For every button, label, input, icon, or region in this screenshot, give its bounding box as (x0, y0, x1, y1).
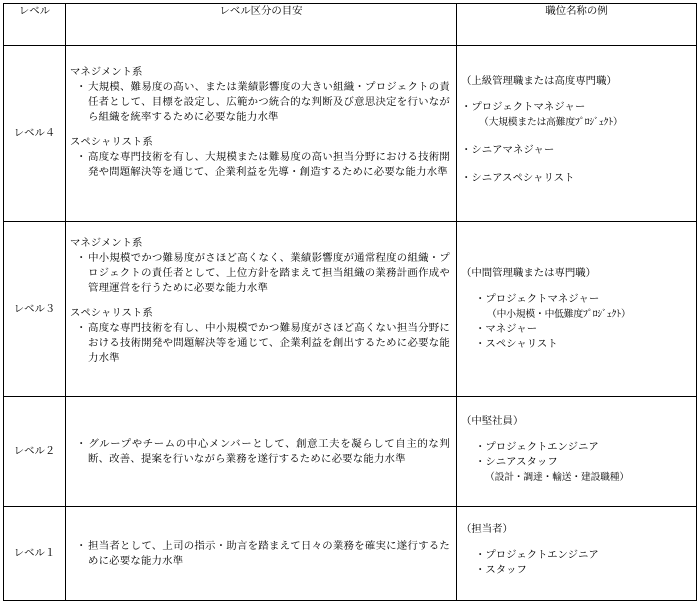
example-item: ・プロジェクトマネジャー (461, 101, 586, 113)
section-title: スペシャリスト系 (70, 307, 153, 319)
examples-heading: （中堅社員） (461, 415, 524, 427)
level-row (4, 397, 697, 507)
bullet: ・ (76, 81, 87, 93)
level-row (4, 507, 697, 601)
level-row (4, 46, 697, 222)
examples-cell (457, 507, 697, 601)
criteria-section (70, 539, 450, 569)
criteria-cell (66, 222, 457, 397)
section-text: グループやチームの中心メンバーとして、創意工夫を凝らして自主的な判断、改善、提案を行いながら業務を遂行するために必要な能力水準 (88, 437, 450, 465)
examples-cell (457, 397, 697, 507)
level-label: レベル２ (4, 397, 66, 507)
example-item-note: （設計・調達・輸送・建設職種） (485, 472, 629, 483)
bullet: ・ (76, 539, 87, 552)
example-item: ・プロジェクトエンジニア (475, 549, 599, 561)
level-label: レベル１ (4, 507, 66, 601)
example-item: ・シニアスペシャリスト (461, 172, 575, 184)
section-title: スペシャリスト系 (70, 136, 153, 148)
competency-level-table (3, 3, 697, 601)
criteria-cell (66, 46, 457, 222)
header-examples: 職位名称の例 (457, 4, 697, 46)
level-label: レベル３ (4, 222, 66, 397)
examples-heading: （中間管理職または専門職） (461, 267, 597, 279)
header-row (4, 4, 697, 46)
criteria-cell (66, 397, 457, 507)
example-item: ・シニアスタッフ (475, 456, 558, 468)
example-item: ・プロジェクトマネジャー (475, 293, 600, 305)
level-row (4, 222, 697, 397)
section-title: マネジメント系 (70, 237, 143, 249)
header-criteria: レベル区分の目安 (66, 4, 457, 46)
level-label: レベル４ (4, 46, 66, 222)
criteria-section (70, 306, 450, 366)
example-item-note: （中小規模・中低難度ﾌﾟﾛｼﾞｪｸﾄ） (487, 309, 631, 320)
criteria-cell (66, 507, 457, 601)
example-item: ・スペシャリスト (475, 338, 558, 350)
example-item: ・プロジェクトエンジニア (475, 441, 599, 453)
criteria-section (70, 135, 450, 180)
section-title: マネジメント系 (70, 66, 143, 78)
criteria-section (70, 236, 450, 296)
section-text: 中小規模でかつ難易度がさほど高くなく、業績影響度が通常程度の組織・プロジェクトの責任者として、上位方針を踏まえて担当組織の業務計画作成や管理運営を行うために必要な能力水準 (88, 252, 450, 294)
examples-cell (457, 46, 697, 222)
section-text: 大規模、難易度の高い、または業績影響度の大きい組織・プロジェクトの責任者として、目標を設定し、広範かつ統合的な判断及び意思決定を行いながら組織を統率するために必要な能力水準 (88, 81, 450, 123)
bullet: ・ (76, 437, 87, 450)
section-text: 担当者として、上司の指示・助言を踏まえて日々の業務を確実に遂行するために必要な能力水準 (88, 539, 450, 567)
bullet: ・ (76, 151, 87, 163)
examples-heading: （担当者） (461, 523, 513, 535)
examples-cell (457, 222, 697, 397)
section-text: 高度な専門技術を有し、中小規模でかつ難易度がさほど高くない担当分野における技術開発や問題解決等を通じて、企業利益を創出するために必要な能力水準 (88, 322, 450, 364)
examples-heading: （上級管理職または高度専門職） (461, 75, 617, 87)
example-item-note: （大規模または高難度ﾌﾟﾛｼﾞｪｸﾄ） (479, 117, 623, 128)
example-item: ・マネジャー (475, 323, 538, 335)
criteria-section (70, 65, 450, 125)
header-level: レベル (4, 4, 66, 46)
section-text: 高度な専門技術を有し、大規模または難易度の高い担当分野における技術開発や問題解決等を通じて、企業利益を先導・創造するために必要な能力水準 (88, 151, 450, 178)
bullet: ・ (76, 252, 87, 264)
example-item: ・シニアマネジャー (461, 144, 555, 156)
example-item: ・スタッフ (475, 564, 527, 576)
criteria-section (70, 437, 450, 467)
bullet: ・ (76, 322, 87, 334)
